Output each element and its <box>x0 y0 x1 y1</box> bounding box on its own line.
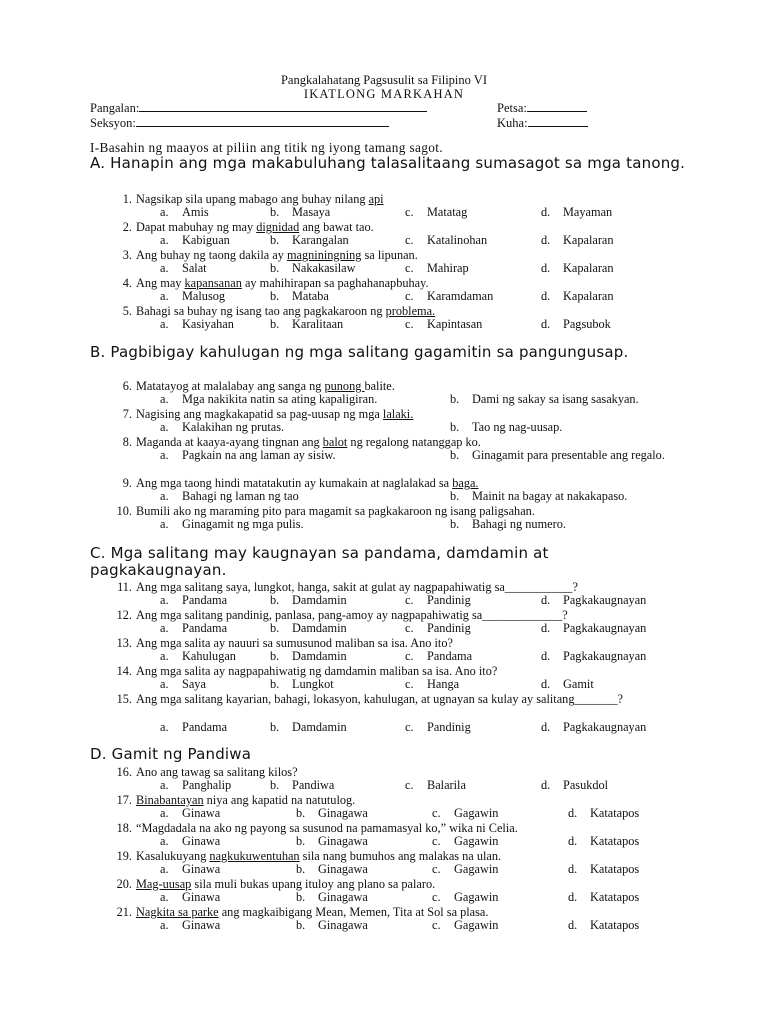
choice-text: Ginawa <box>182 806 221 820</box>
question-16 <box>0 765 768 779</box>
choice-letter: d. <box>568 918 578 932</box>
choice-letter: d. <box>541 621 551 635</box>
choice-letter: a. <box>160 834 169 848</box>
choice-text: Bahagi ng numero. <box>472 517 566 531</box>
question-12 <box>0 608 768 622</box>
choice-letter: d. <box>541 233 551 247</box>
choice-text: Karalitaan <box>292 317 344 331</box>
question-text-start: Ang mga salitang kayarian, bahagi, lokasyon, kahulugan, at ugnayan sa kulay ay salitang_______? <box>136 692 623 706</box>
question-text-end: balite. <box>364 379 395 393</box>
question-18 <box>0 821 768 835</box>
choice-letter: d. <box>541 593 551 607</box>
question-number: 8. <box>122 435 132 449</box>
choice-letter: d. <box>568 862 578 876</box>
question-text <box>136 664 497 678</box>
question-3 <box>0 248 768 262</box>
choice-text: Gagawin <box>454 918 499 932</box>
question-text-start: Matatayog at malalabay ang sanga ng <box>136 379 325 393</box>
choice-text: Katatapos <box>590 862 640 876</box>
choice-letter: a. <box>160 621 169 635</box>
score-label: Kuha: <box>497 116 528 130</box>
choice-letter: d. <box>541 317 551 331</box>
choice-letter: c. <box>405 778 414 792</box>
question-number: 19. <box>116 849 132 863</box>
choice-letter: b. <box>450 448 460 462</box>
underlined-word: baga. <box>452 476 479 490</box>
choice-letter: a. <box>160 918 169 932</box>
choice-letter: b. <box>450 420 460 434</box>
choice-text: Pandiwa <box>292 778 335 792</box>
underlined-word: dignidad <box>256 220 300 234</box>
question-19 <box>0 849 768 863</box>
question-20 <box>0 877 768 891</box>
choice-text: Pandama <box>427 649 473 663</box>
question-text-start: Ang mga salitang pandinig, panlasa, pang-amoy ay nagpapahiwatig sa_____________? <box>136 608 568 622</box>
question-number: 10. <box>116 504 132 518</box>
choice-letter: b. <box>270 289 280 303</box>
choice-letter: a. <box>160 317 169 331</box>
question-text <box>136 192 384 206</box>
choice-text: Gagawin <box>454 862 499 876</box>
choice-letter: a. <box>160 806 169 820</box>
underlined-word: lalaki. <box>382 407 414 421</box>
choice-text: Pagkakaugnayan <box>563 621 647 635</box>
choice-text: Kapintasan <box>427 317 483 331</box>
choice-letter: d. <box>541 289 551 303</box>
question-number: 3. <box>122 248 132 262</box>
choice-letter: d. <box>541 677 551 691</box>
name-blank[interactable] <box>139 100 427 112</box>
choice-text: Matatag <box>427 205 468 219</box>
choice-letter: a. <box>160 593 169 607</box>
question-number: 17. <box>116 793 132 807</box>
choice-text: Nakakasilaw <box>292 261 356 275</box>
question-text-end: sila nang bumuhos ang malakas na ulan. <box>299 849 502 863</box>
section-field[interactable] <box>90 115 389 131</box>
choice-letter: d. <box>568 890 578 904</box>
choice-text: Mataba <box>292 289 329 303</box>
choice-text: Pandama <box>182 720 228 734</box>
choice-letter: b. <box>450 392 460 406</box>
choice-letter: d. <box>568 834 578 848</box>
choice-text: Balarila <box>427 778 466 792</box>
choice-letter: b. <box>296 834 306 848</box>
question-text-end: sila muli bukas upang ituloy ang plano sa palaro. <box>191 877 436 891</box>
question-text-end: ng regalong natanggap ko. <box>347 435 481 449</box>
choice-text: Damdamin <box>292 621 347 635</box>
choice-letter: c. <box>405 233 414 247</box>
question-text <box>136 248 418 262</box>
choice-text: Pandinig <box>427 720 471 734</box>
choice-letter: b. <box>296 890 306 904</box>
instructions: I-Basahin ng maayos at piliin ang titik ng iyong tamang sagot. <box>90 140 443 155</box>
choice-text: Pandama <box>182 593 228 607</box>
choice-letter: a. <box>160 677 169 691</box>
question-number: 9. <box>122 476 132 490</box>
choice-letter: b. <box>270 317 280 331</box>
choice-text: Damdamin <box>292 649 347 663</box>
choice-text: Katatapos <box>590 806 640 820</box>
choice-letter: b. <box>270 649 280 663</box>
exam-quarter: IKATLONG MARKAHAN <box>303 87 465 101</box>
section-label: Seksyon: <box>90 116 136 130</box>
choice-text: Pagsubok <box>563 317 611 331</box>
choice-letter: b. <box>270 720 280 734</box>
question-text <box>136 692 656 707</box>
choice-letter: c. <box>405 593 414 607</box>
choice-text: Tao ng nag-uusap. <box>472 420 563 434</box>
score-field[interactable] <box>497 115 588 131</box>
choice-letter: c. <box>405 317 414 331</box>
choice-letter: a. <box>160 448 169 462</box>
question-text-start: Nagsikap sila upang mabago ang buhay nilang <box>136 192 369 206</box>
question-number: 6. <box>122 379 132 393</box>
choice-text: Ginagawa <box>318 890 368 904</box>
choice-letter: b. <box>270 261 280 275</box>
question-text <box>136 821 518 835</box>
question-11 <box>0 580 768 594</box>
question-text-start: Nagising ang magkakapatid sa pag-uusap ng mga <box>136 407 383 421</box>
choice-text: Damdamin <box>292 720 347 734</box>
question-number: 14. <box>116 664 132 678</box>
question-10 <box>0 504 768 518</box>
question-text-start: Ang mga salita ay nagpapahiwatig ng damdamin maliban sa isa. Ano ito? <box>136 664 498 678</box>
date-field[interactable] <box>497 100 587 116</box>
question-text-end: ang magkaibigang Mean, Memen, Tita at Sol sa plasa. <box>218 905 489 919</box>
choice-letter: b. <box>450 517 460 531</box>
choice-text: Gagawin <box>454 890 499 904</box>
choice-letter: b. <box>450 489 460 503</box>
choice-text: Kalakihan ng prutas. <box>182 420 285 434</box>
choice-text: Bahagi ng laman ng tao <box>182 489 299 503</box>
choice-letter: a. <box>160 420 169 434</box>
choice-text: Amis <box>182 205 209 219</box>
choice-letter: a. <box>160 289 169 303</box>
section-d-title: D. Gamit ng Pandiwa <box>90 745 252 763</box>
choice-text: Salat <box>182 261 207 275</box>
choice-text: Kahulugan <box>182 649 236 663</box>
question-text <box>136 276 429 290</box>
choice-text: Pandama <box>182 621 228 635</box>
choice-text: Pandinig <box>427 621 471 635</box>
question-number: 21. <box>116 905 132 919</box>
underlined-word: kapansanan <box>184 276 242 290</box>
choice-letter: a. <box>160 720 169 734</box>
question-number: 13. <box>116 636 132 650</box>
name-field[interactable] <box>90 100 427 116</box>
choice-letter: a. <box>160 489 169 503</box>
question-number: 12. <box>116 608 132 622</box>
underlined-word: Binabantayan <box>136 793 204 807</box>
question-21 <box>0 905 768 919</box>
question-text-start: Dapat mabuhay ng may <box>136 220 257 234</box>
question-number: 18. <box>116 821 132 835</box>
question-13 <box>0 636 768 650</box>
question-text <box>136 379 395 393</box>
question-7 <box>0 407 768 421</box>
choice-text: Ginagamit para presentable ang regalo. <box>472 448 665 462</box>
question-text-start: Bahagi sa buhay ng isang tao ang pagkakaroon ng <box>136 304 386 318</box>
choice-letter: c. <box>432 834 441 848</box>
choice-letter: c. <box>432 890 441 904</box>
question-14 <box>0 664 768 678</box>
choice-text: Hanga <box>427 677 460 691</box>
choice-letter: a. <box>160 233 169 247</box>
question-text <box>136 407 413 421</box>
choice-text: Masaya <box>292 205 331 219</box>
choice-text: Katatapos <box>590 834 640 848</box>
question-text-start: Ano ang tawag sa salitang kilos? <box>136 765 298 779</box>
question-number: 2. <box>122 220 132 234</box>
choice-text: Mayaman <box>563 205 613 219</box>
choice-text: Saya <box>182 677 206 691</box>
choice-letter: d. <box>541 205 551 219</box>
choice-letter: a. <box>160 517 169 531</box>
choice-letter: c. <box>405 720 414 734</box>
question-text <box>136 304 435 318</box>
choice-letter: d. <box>568 806 578 820</box>
choice-letter: c. <box>405 261 414 275</box>
question-5 <box>0 304 768 318</box>
name-label: Pangalan: <box>90 101 140 115</box>
question-text <box>136 435 481 449</box>
choice-letter: d. <box>541 261 551 275</box>
choice-text: Gagawin <box>454 834 499 848</box>
choice-letter: a. <box>160 392 169 406</box>
choice-letter: a. <box>160 862 169 876</box>
exam-title: Pangkalahatang Pagsusulit sa Filipino VI <box>280 73 487 87</box>
choice-text: Ginagawa <box>318 862 368 876</box>
choice-text: Panghalip <box>182 778 232 792</box>
underlined-word: magniningning <box>286 248 362 262</box>
choice-letter: b. <box>270 621 280 635</box>
choice-text: Gagawin <box>454 806 499 820</box>
underlined-word: punong <box>324 379 365 393</box>
choice-text: Kapalaran <box>563 289 614 303</box>
question-text <box>136 636 453 650</box>
underlined-word: nagkukuwentuhan <box>209 849 300 863</box>
choice-letter: d. <box>541 720 551 734</box>
question-text <box>136 504 535 518</box>
question-text <box>136 608 568 622</box>
question-15 <box>0 692 768 706</box>
choice-text: Pagkakaugnayan <box>563 593 647 607</box>
choice-text: Pagkain na ang laman ay sisiw. <box>182 448 336 462</box>
choice-text: Pagkakaugnayan <box>563 649 647 663</box>
question-text-end: sa lipunan. <box>361 248 418 262</box>
question-number: 1. <box>122 192 132 206</box>
question-text <box>136 580 578 594</box>
choice-text: Damdamin <box>292 593 347 607</box>
underlined-word: api <box>368 192 384 206</box>
date-label: Petsa: <box>497 101 527 115</box>
question-number: 5. <box>122 304 132 318</box>
question-text-start: Ang buhay ng taong dakila ay <box>136 248 287 262</box>
choice-text: Mahirap <box>427 261 469 275</box>
underlined-word: problema. <box>385 304 436 318</box>
choice-text: Ginagawa <box>318 834 368 848</box>
question-1 <box>0 192 768 206</box>
choice-letter: b. <box>296 862 306 876</box>
choice-letter: c. <box>405 289 414 303</box>
question-6 <box>0 379 768 393</box>
choice-letter: c. <box>432 862 441 876</box>
date-blank[interactable] <box>527 100 587 112</box>
choice-letter: b. <box>296 806 306 820</box>
choice-letter: c. <box>432 918 441 932</box>
choice-letter: c. <box>405 649 414 663</box>
choice-text: Pandinig <box>427 593 471 607</box>
question-8 <box>0 435 768 449</box>
question-text-end: ang bawat tao. <box>299 220 374 234</box>
choice-text: Dami ng sakay sa isang sasakyan. <box>472 392 639 406</box>
choice-text: Ginawa <box>182 918 221 932</box>
choice-letter: c. <box>405 621 414 635</box>
choice-text: Kapalaran <box>563 261 614 275</box>
question-text <box>136 476 479 490</box>
question-17 <box>0 793 768 807</box>
choice-text: Ginagawa <box>318 806 368 820</box>
choice-letter: b. <box>270 593 280 607</box>
choice-text: Ginagawa <box>318 918 368 932</box>
choice-text: Karangalan <box>292 233 349 247</box>
section-a-title: A. Hanapin ang mga makabuluhang talasalitaang sumasagot sa mga tanong. <box>90 154 686 172</box>
question-text-start: Ang mga salita ay nauuri sa sumusunod maliban sa isa. Ano ito? <box>136 636 453 650</box>
choice-text: Pagkakaugnayan <box>563 720 647 734</box>
choice-text: Pasukdol <box>563 778 609 792</box>
question-number: 4. <box>122 276 132 290</box>
question-number: 15. <box>116 692 132 706</box>
choice-text: Gamit <box>563 677 594 691</box>
question-9 <box>0 476 768 490</box>
question-text <box>136 765 298 779</box>
question-text-start: “Magdadala na ako ng payong sa susunod na pamamasyal ko,” wika ni Celia. <box>136 821 518 835</box>
question-2 <box>0 220 768 234</box>
underlined-word: Mag-uusap <box>136 877 192 891</box>
choice-letter: b. <box>270 233 280 247</box>
choice-letter: a. <box>160 890 169 904</box>
choice-text: Karamdaman <box>427 289 494 303</box>
question-text <box>136 905 488 919</box>
choice-letter: a. <box>160 205 169 219</box>
section-c-title: C. Mga salitang may kaugnayan sa pandama, damdamin at pagkakaugnayan. <box>90 544 549 579</box>
question-4 <box>0 276 768 290</box>
question-number: 11. <box>117 580 132 594</box>
section-blank[interactable] <box>136 115 389 127</box>
choice-letter: a. <box>160 261 169 275</box>
choice-letter: b. <box>296 918 306 932</box>
choice-text: Ginagamit ng mga pulis. <box>182 517 304 531</box>
question-number: 20. <box>116 877 132 891</box>
question-text-end: niya ang kapatid na natutulog. <box>203 793 356 807</box>
question-text-start: Ang mga taong hindi matatakutin ay kumakain at naglalakad sa <box>136 476 453 490</box>
question-text-end: ay mahihirapan sa paghahanapbuhay. <box>241 276 429 290</box>
choice-text: Mainit na bagay at nakakapaso. <box>472 489 628 503</box>
question-text-start: Bumili ako ng maraming pito para magamit sa pagkakaroon ng isang paligsahan. <box>136 504 535 518</box>
choice-text: Ginawa <box>182 890 221 904</box>
question-number: 16. <box>116 765 132 779</box>
question-text <box>136 849 501 863</box>
question-number: 7. <box>122 407 132 421</box>
section-b-title: B. Pagbibigay kahulugan ng mga salitang gagamitin sa pangungusap. <box>90 343 629 361</box>
question-text-start: Ang mga salitang saya, lungkot, hanga, sakit at gulat ay nagpapahiwatig sa___________? <box>136 580 578 594</box>
choice-text: Ginawa <box>182 862 221 876</box>
choice-text: Mga nakikita natin sa ating kapaligiran. <box>182 392 378 406</box>
choice-letter: b. <box>270 205 280 219</box>
choice-letter: b. <box>270 677 280 691</box>
choice-text: Ginawa <box>182 834 221 848</box>
choice-text: Lungkot <box>292 677 334 691</box>
question-text <box>136 220 374 234</box>
choice-text: Kabiguan <box>182 233 230 247</box>
choice-letter: c. <box>405 205 414 219</box>
choice-letter: a. <box>160 649 169 663</box>
question-text-start: Kasalukuyang <box>136 849 210 863</box>
choice-text: Kasiyahan <box>182 317 234 331</box>
choice-text: Katatapos <box>590 918 640 932</box>
choice-text: Malusog <box>182 289 226 303</box>
choice-letter: b. <box>270 778 280 792</box>
question-text-start: Ang may <box>136 276 185 290</box>
choice-letter: d. <box>541 778 551 792</box>
underlined-word: balot <box>322 435 348 449</box>
choice-text: Katatapos <box>590 890 640 904</box>
choice-letter: d. <box>541 649 551 663</box>
choice-letter: c. <box>405 677 414 691</box>
question-text <box>136 877 435 891</box>
underlined-word: Nagkita sa parke <box>136 905 219 919</box>
choice-text: Katalinohan <box>427 233 488 247</box>
choice-letter: a. <box>160 778 169 792</box>
question-text-start: Maganda at kaaya-ayang tingnan ang <box>136 435 323 449</box>
score-blank[interactable] <box>528 115 588 127</box>
choice-letter: c. <box>432 806 441 820</box>
question-text <box>136 793 355 807</box>
choice-text: Kapalaran <box>563 233 614 247</box>
